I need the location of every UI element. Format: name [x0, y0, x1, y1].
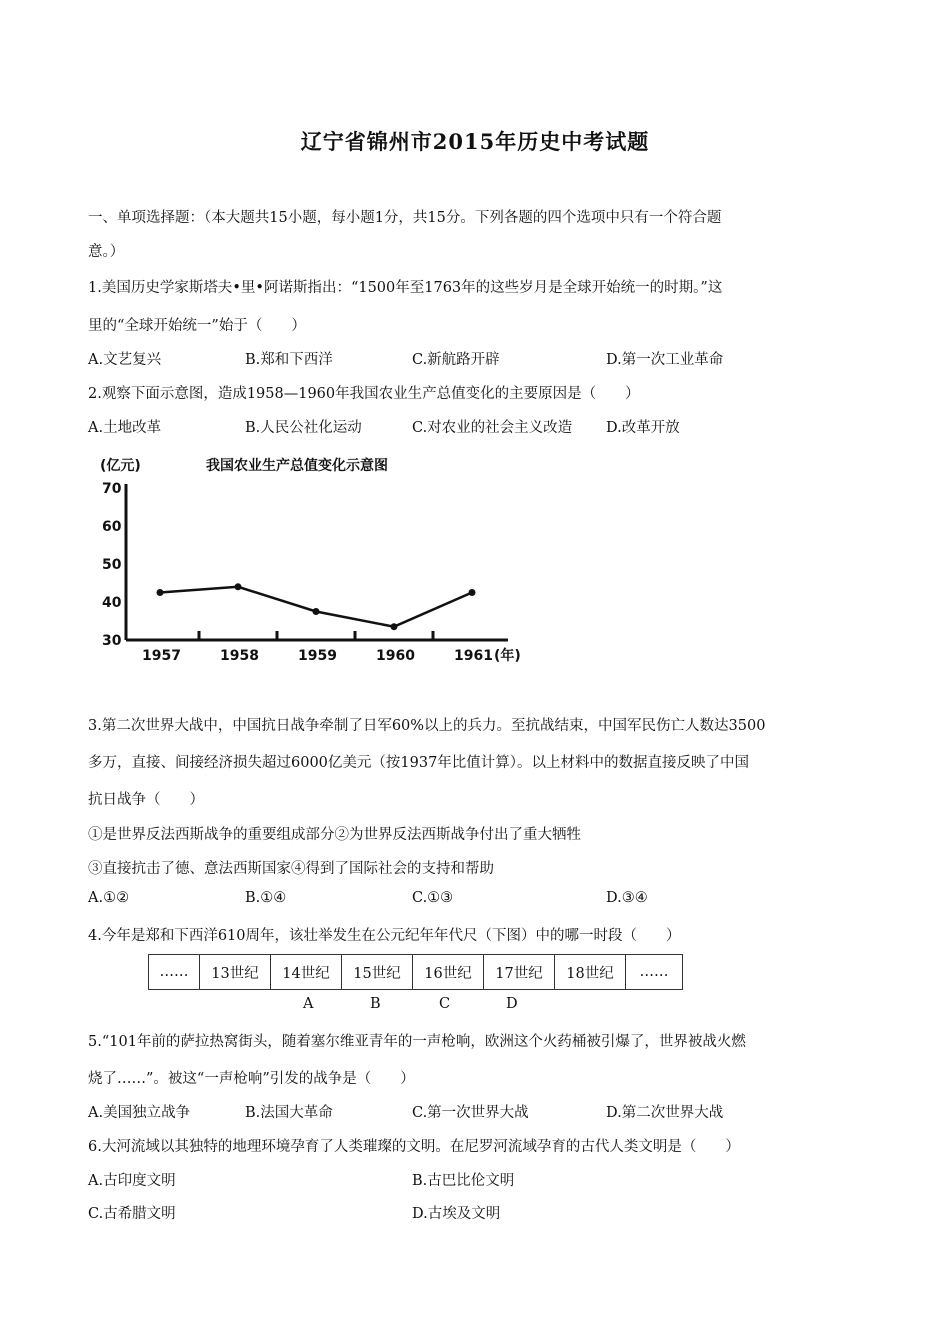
chart-data-point — [391, 623, 398, 630]
q5-option-d: D.第二次世界大战 — [606, 1105, 724, 1121]
chart-x-tick-label: 1957 — [142, 648, 181, 664]
chart-x-tick-label: 1961 — [454, 648, 493, 664]
timeline-label-c: C — [439, 996, 451, 1012]
chart-data-point — [469, 589, 476, 596]
timeline-cell-14c: 14世纪 — [271, 955, 342, 990]
chart-svg — [88, 448, 548, 673]
chart-y-tick-label: 30 — [102, 633, 122, 649]
timeline-label-b: B — [370, 996, 381, 1012]
chart-data-point — [313, 608, 320, 615]
q3-item-2: ③直接抗击了德、意法西斯国家④得到了国际社会的支持和帮助 — [88, 861, 494, 877]
agriculture-output-chart — [88, 448, 548, 673]
q2-option-d: D.改革开放 — [606, 420, 680, 436]
chart-y-tick-label: 70 — [102, 481, 122, 497]
chart-x-tick-label: 1958 — [220, 648, 259, 664]
timeline-cell-end: …… — [626, 955, 683, 990]
q3-stem: 3.第二次世界大战中，中国抗日战争牵制了日军60%以上的兵力。至抗战结束，中国军民伤亡人数达3500 — [88, 718, 766, 734]
q1-option-a: A.文艺复兴 — [88, 352, 162, 368]
q2-option-a: A.土地改革 — [88, 420, 162, 436]
timeline-cell-start: …… — [149, 955, 200, 990]
chart-series-line — [160, 587, 472, 627]
section-instruction-cont: 意。） — [88, 244, 125, 260]
timeline-table — [148, 954, 683, 990]
chart-data-point — [235, 583, 242, 590]
q5-option-c: C.第一次世界大战 — [412, 1105, 529, 1121]
q1-stem-cont: 里的“全球开始统一”始于（ ） — [88, 318, 306, 334]
chart-x-tick-label: 1960 — [376, 648, 415, 664]
q6-stem: 6.大河流域以其独特的地理环境孕育了人类璀璨的文明。在尼罗河流域孕育的古代人类文明是（ ） — [88, 1139, 740, 1155]
q6-option-c: C.古希腊文明 — [88, 1206, 176, 1222]
chart-y-tick-label: 50 — [102, 557, 122, 573]
q3-option-a: A.①② — [88, 890, 130, 906]
section-instruction: 一、单项选择题：（本大题共15小题，每小题1分，共15分。下列各题的四个选项中只有一个符合题 — [88, 210, 722, 226]
chart-y-unit-label: (亿元) — [100, 458, 141, 474]
q6-option-d: D.古埃及文明 — [412, 1206, 501, 1222]
chart-x-tick-label: 1959 — [298, 648, 337, 664]
chart-y-tick-label: 60 — [102, 519, 122, 535]
timeline-cell-13c: 13世纪 — [200, 955, 271, 990]
q5-option-b: B.法国大革命 — [245, 1105, 333, 1121]
q3-option-c: C.①③ — [412, 890, 454, 906]
q3-stem-cont2: 抗日战争（ ） — [88, 792, 204, 808]
q4-stem: 4.今年是郑和下西洋610周年，该壮举发生在公元纪年年代尺（下图）中的哪一时段（ ） — [88, 928, 681, 944]
q2-option-b: B.人民公社化运动 — [245, 420, 362, 436]
exam-title: 辽宁省锦州市2015年历史中考试题 — [300, 129, 650, 154]
q3-option-d: D.③④ — [606, 890, 648, 906]
q3-stem-cont: 多万，直接、间接经济损失超过6000亿美元（按1937年比值计算）。以上材料中的数据直接反映了中国 — [88, 755, 750, 771]
chart-y-tick-label: 40 — [102, 595, 122, 611]
q3-option-b: B.①④ — [245, 890, 287, 906]
q1-option-b: B.郑和下西洋 — [245, 352, 333, 368]
q2-stem: 2.观察下面示意图，造成1958—1960年我国农业生产总值变化的主要原因是（ ） — [88, 386, 640, 402]
timeline-cell-15c: 15世纪 — [342, 955, 413, 990]
timeline-label-d: D — [506, 996, 518, 1012]
timeline-cell-17c: 17世纪 — [484, 955, 555, 990]
chart-title: 我国农业生产总值变化示意图 — [206, 458, 388, 474]
chart-data-point — [157, 589, 164, 596]
q2-option-c: C.对农业的社会主义改造 — [412, 420, 573, 436]
q1-option-c: C.新航路开辟 — [412, 352, 500, 368]
timeline-label-a: A — [303, 996, 314, 1012]
q6-option-a: A.古印度文明 — [88, 1173, 176, 1189]
timeline-cell-16c: 16世纪 — [413, 955, 484, 990]
q6-option-b: B.古巴比伦文明 — [412, 1173, 515, 1189]
q5-stem: 5.“101年前的萨拉热窝街头，随着塞尔维亚青年的一声枪响，欧洲这个火药桶被引爆了，世界被战火燃 — [88, 1034, 746, 1050]
timeline-cell-18c: 18世纪 — [555, 955, 626, 990]
chart-x-unit-label: (年) — [494, 648, 521, 664]
q1-option-d: D.第一次工业革命 — [606, 352, 724, 368]
q1-stem: 1.美国历史学家斯塔夫•里•阿诺斯指出：“1500年至1763年的这些岁月是全球开始统一的时期。”这 — [88, 280, 723, 296]
q5-option-a: A.美国独立战争 — [88, 1105, 191, 1121]
q3-item-1: ①是世界反法西斯战争的重要组成部分②为世界反法西斯战争付出了重大牺牲 — [88, 827, 581, 843]
q5-stem-cont: 烧了……”。被这“一声枪响”引发的战争是（ ） — [88, 1071, 415, 1087]
